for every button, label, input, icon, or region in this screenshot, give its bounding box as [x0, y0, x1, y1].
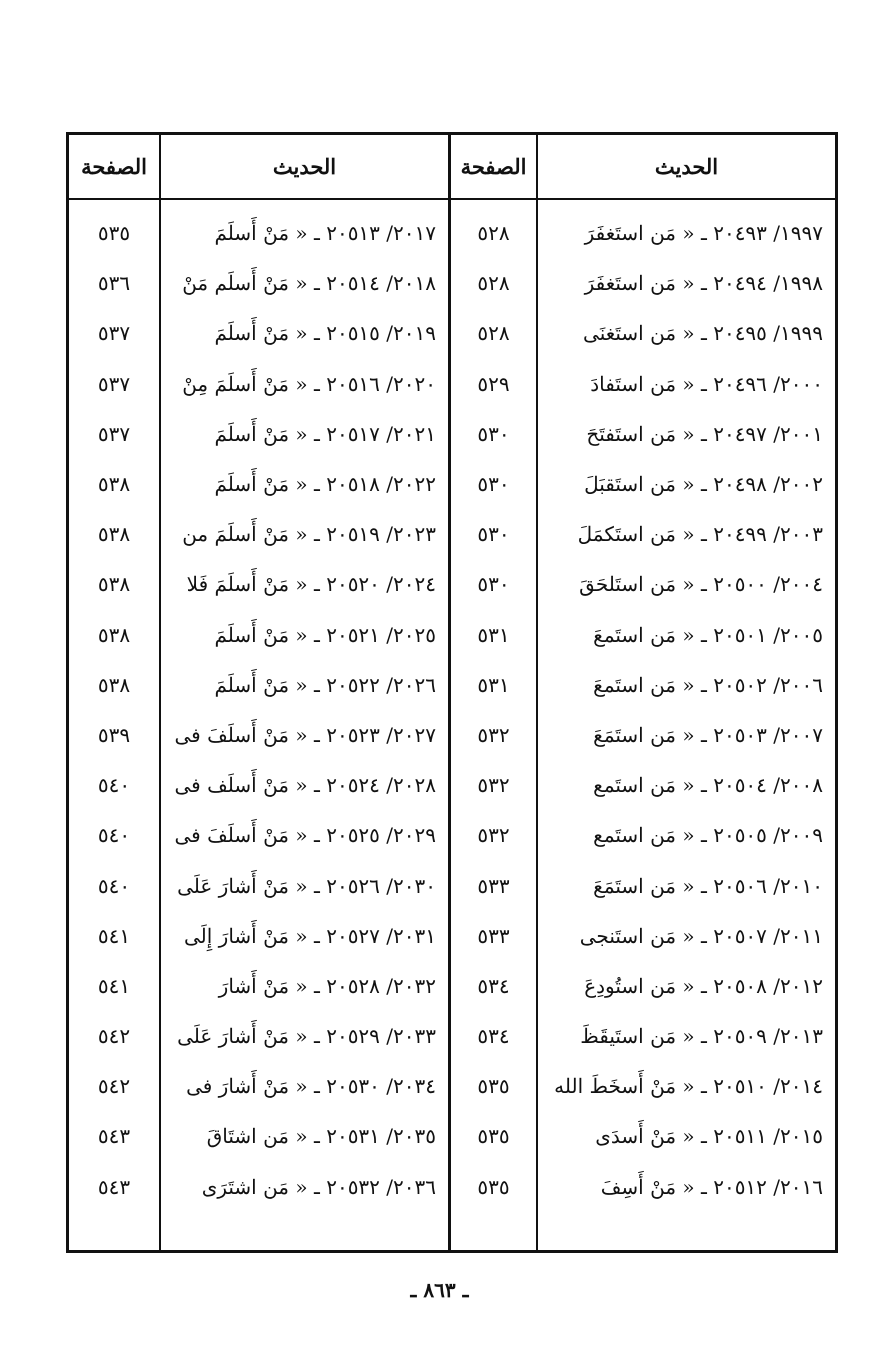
page-ref: ٥٤٣ — [97, 1174, 131, 1199]
left-hadith-header: الحديث — [161, 135, 448, 200]
hadith-entry: ٢٠٣٥/ ٢٠٥٣١ ـ « مَن اشتَاقَ — [206, 1124, 436, 1149]
page-ref: ٥٣٢ — [477, 722, 510, 747]
hadith-entry: ٢٠١٤/ ٢٠٥١٠ ـ « مَنْ أَسخَطَ الله — [554, 1074, 823, 1099]
page-ref: ٥٣٨ — [97, 472, 131, 497]
page-ref: ٥٤١ — [97, 923, 131, 948]
hadith-entry: ٢٠٠٨/ ٢٠٥٠٤ ـ « مَن استَمع — [593, 773, 823, 798]
hadith-entry: ٢٠٣١/ ٢٠٥٢٧ ـ « مَنْ أَشارَ إِلَى — [183, 923, 436, 948]
page-ref: ٥٤٢ — [97, 1074, 131, 1099]
hadith-entry: ٢٠١٥/ ٢٠٥١١ ـ « مَنْ أَسدَى — [595, 1124, 823, 1149]
hadith-entry: ٢٠٣٢/ ٢٠٥٢٨ ـ « مَنْ أَشارَ — [218, 973, 436, 998]
page-ref: ٥٣٢ — [477, 823, 510, 848]
hadith-entry: ٢٠٠٦/ ٢٠٥٠٢ ـ « مَن استَمعَ — [593, 672, 823, 697]
hadith-entry: ٢٠١٩/ ٢٠٥١٥ ـ « مَنْ أَسلَمَ — [214, 321, 436, 346]
right-hadith-header: الحديث — [538, 135, 835, 200]
index-table — [66, 132, 838, 1253]
left-hadith-column — [161, 135, 451, 1250]
hadith-entry: ٢٠٠١/ ٢٠٤٩٧ ـ « مَن استَفتَحَ — [586, 421, 823, 446]
hadith-entry: ٢٠٢١/ ٢٠٥١٧ ـ « مَنْ أَسلَمَ — [214, 421, 436, 446]
hadith-entry: ١٩٩٧/ ٢٠٤٩٣ ـ « مَن استَغفَرَ — [584, 221, 823, 246]
right-page-cells — [451, 200, 536, 1212]
hadith-entry: ٢٠٣٠/ ٢٠٥٢٦ ـ « مَنْ أَشارَ عَلَى — [177, 873, 436, 898]
page-ref: ٥٤٠ — [97, 823, 131, 848]
hadith-entry: ٢٠٣٣/ ٢٠٥٢٩ ـ « مَنْ أَشارَ عَلَى — [177, 1024, 436, 1049]
page-ref: ٥٤٠ — [97, 773, 131, 798]
page-ref: ٥٣٥ — [477, 1074, 510, 1099]
hadith-entry: ٢٠١٠/ ٢٠٥٠٦ ـ « مَن استَمَعَ — [593, 873, 823, 898]
hadith-entry: ٢٠٢٣/ ٢٠٥١٩ ـ « مَنْ أَسلَمَ من — [182, 522, 436, 547]
page-ref: ٥٣١ — [477, 672, 510, 697]
page-ref: ٥٣٥ — [477, 1124, 510, 1149]
hadith-entry: ٢٠١٨/ ٢٠٥١٤ ـ « مَنْ أَسلَم مَنْ — [182, 271, 436, 296]
page-ref: ٥٣٦ — [97, 271, 131, 296]
page-ref: ٥٣٧ — [97, 371, 131, 396]
hadith-entry: ٢٠٠٣/ ٢٠٤٩٩ ـ « مَن استَكمَلَ — [577, 522, 823, 547]
hadith-entry: ٢٠٢٦/ ٢٠٥٢٢ ـ « مَنْ أَسلَمَ — [214, 672, 436, 697]
hadith-entry: ٢٠٢٧/ ٢٠٥٢٣ ـ « مَنْ أَسلَفَ فى — [174, 722, 436, 747]
right-page-column — [451, 135, 538, 1250]
hadith-entry: ٢٠٠٥/ ٢٠٥٠١ ـ « مَن استَمعَ — [593, 622, 823, 647]
hadith-entry: ٢٠٣٤/ ٢٠٥٣٠ ـ « مَنْ أَشارَ فى — [186, 1074, 436, 1099]
hadith-entry: ٢٠٢٠/ ٢٠٥١٦ ـ « مَنْ أَسلَمَ مِنْ — [182, 371, 436, 396]
page-ref: ٥٢٨ — [477, 221, 510, 246]
hadith-entry: ٢٠٠٢/ ٢٠٤٩٨ ـ « مَن استَقبَلَ — [584, 472, 823, 497]
right-page-header: الصفحة — [451, 135, 536, 200]
page-ref: ٥٣٨ — [97, 622, 131, 647]
page-ref: ٥٣٠ — [477, 421, 510, 446]
page-ref: ٥٣٨ — [97, 672, 131, 697]
page-ref: ٥٣٠ — [477, 572, 510, 597]
hadith-entry: ١٩٩٨/ ٢٠٤٩٤ ـ « مَن استَغفَرَ — [584, 271, 823, 296]
page-ref: ٥٣٠ — [477, 522, 510, 547]
hadith-entry: ٢٠٠٧/ ٢٠٥٠٣ ـ « مَن استَمَعَ — [593, 722, 823, 747]
hadith-entry: ٢٠١١/ ٢٠٥٠٧ ـ « مَن استَنجى — [579, 923, 823, 948]
page-ref: ٥٣١ — [477, 622, 510, 647]
page-ref: ٥٣٧ — [97, 321, 131, 346]
page-ref: ٥٣٠ — [477, 472, 510, 497]
page-ref: ٥٤٠ — [97, 873, 131, 898]
right-hadith-cells — [538, 200, 835, 1212]
page-ref: ٥٤٢ — [97, 1024, 131, 1049]
page-ref: ٥٣٣ — [477, 923, 510, 948]
hadith-entry: ٢٠١٣/ ٢٠٥٠٩ ـ « مَن استَيقَظَ — [580, 1024, 823, 1049]
page-ref: ٥٣٢ — [477, 773, 510, 798]
hadith-entry: ١٩٩٩/ ٢٠٤٩٥ ـ « مَن استَغنَى — [583, 321, 823, 346]
left-page-cells — [69, 200, 159, 1212]
hadith-entry: ٢٠٣٦/ ٢٠٥٣٢ ـ « مَن اشتَرَى — [201, 1174, 436, 1199]
page-number: ـ ٨٦٣ ـ — [410, 1278, 469, 1302]
hadith-entry: ٢٠٢٢/ ٢٠٥١٨ ـ « مَنْ أَسلَمَ — [214, 472, 436, 497]
hadith-entry: ٢٠١٦/ ٢٠٥١٢ ـ « مَنْ أَسِفَ — [600, 1174, 823, 1199]
page-ref: ٥٤٣ — [97, 1124, 131, 1149]
page-ref: ٥٢٨ — [477, 321, 510, 346]
left-page-header: الصفحة — [69, 135, 159, 200]
hadith-entry: ٢٠٠٩/ ٢٠٥٠٥ ـ « مَن استَمع — [593, 823, 823, 848]
page-ref: ٥٣٣ — [477, 873, 510, 898]
page-ref: ٥٣٤ — [477, 973, 510, 998]
page-ref: ٥٣٧ — [97, 421, 131, 446]
page-ref: ٥٢٨ — [477, 271, 510, 296]
page-ref: ٥٣٥ — [477, 1174, 510, 1199]
page-ref: ٥٤١ — [97, 973, 131, 998]
hadith-entry: ٢٠٢٨/ ٢٠٥٢٤ ـ « مَنْ أَسلَف فى — [174, 773, 436, 798]
hadith-entry: ٢٠٢٥/ ٢٠٥٢١ ـ « مَنْ أَسلَمَ — [214, 622, 436, 647]
page-ref: ٥٢٩ — [477, 371, 510, 396]
hadith-entry: ٢٠٠٠/ ٢٠٤٩٦ ـ « مَن استَفادَ — [590, 371, 823, 396]
left-page-column — [69, 135, 161, 1250]
page-ref: ٥٣٨ — [97, 572, 131, 597]
page-ref: ٥٣٩ — [97, 722, 131, 747]
page-ref: ٥٣٥ — [97, 221, 131, 246]
right-hadith-column — [538, 135, 835, 1250]
page-ref: ٥٣٤ — [477, 1024, 510, 1049]
hadith-entry: ٢٠١٧/ ٢٠٥١٣ ـ « مَنْ أَسلَمَ — [214, 221, 436, 246]
hadith-entry: ٢٠٢٤/ ٢٠٥٢٠ ـ « مَنْ أَسلَمَ فَلا — [186, 572, 436, 597]
left-hadith-cells — [161, 200, 448, 1212]
page-ref: ٥٣٨ — [97, 522, 131, 547]
hadith-entry: ٢٠٠٤/ ٢٠٥٠٠ ـ « مَن استَلحَقَ — [579, 572, 823, 597]
hadith-entry: ٢٠٢٩/ ٢٠٥٢٥ ـ « مَنْ أَسلَفَ فى — [174, 823, 436, 848]
hadith-entry: ٢٠١٢/ ٢٠٥٠٨ ـ « مَن استُودِعَ — [584, 973, 823, 998]
